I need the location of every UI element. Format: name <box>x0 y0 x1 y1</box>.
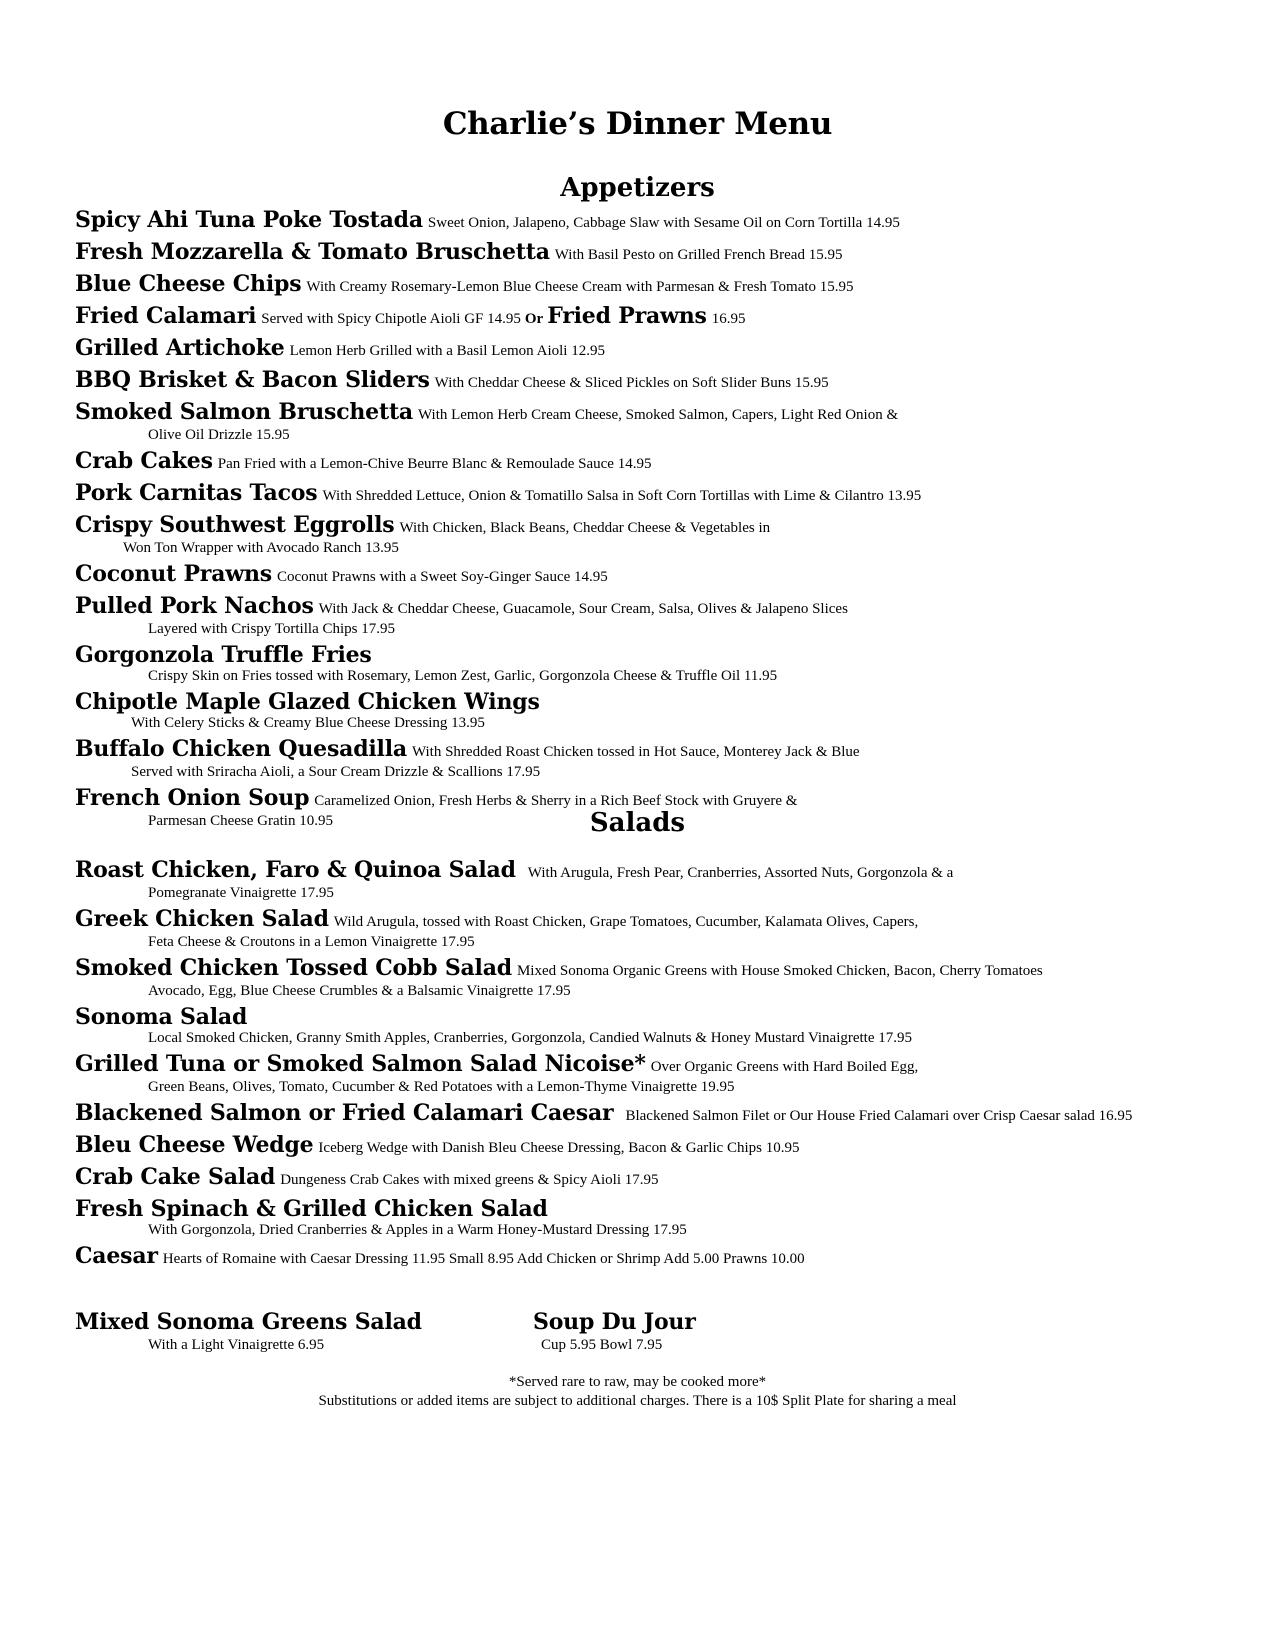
item-name: Sonoma Salad <box>75 1004 248 1030</box>
salads-list <box>75 856 1255 1274</box>
item-description-cont: With Gorgonzola, Dried Cranberries & Apples in a Warm Honey-Mustard Dressing 17.95 <box>148 1222 687 1238</box>
item-description: Iceberg Wedge with Danish Bleu Cheese Dressing, Bacon & Garlic Chips 10.95 <box>318 1140 800 1156</box>
menu-item <box>75 735 1255 784</box>
item-description: With Creamy Rosemary-Lemon Blue Cheese Cream with Parmesan & Fresh Tomato 15.95 <box>306 279 854 295</box>
item-name: Gorgonzola Truffle Fries <box>75 642 372 668</box>
item-description: With Cheddar Cheese & Sliced Pickles on Soft Slider Buns 15.95 <box>434 375 829 391</box>
item-description: With Arugula, Fresh Pear, Cranberries, Assorted Nuts, Gorgonzola & a <box>527 865 954 881</box>
menu-item <box>75 334 1255 366</box>
item-name: Pork Carnitas Tacos <box>75 480 318 506</box>
item-description: With Jack & Cheddar Cheese, Guacamole, Sour Cream, Salsa, Olives & Jalapeno Slices <box>318 601 848 617</box>
menu-item <box>75 560 1255 592</box>
menu-item <box>75 856 1255 905</box>
item-description: Pan Fried with a Lemon-Chive Beurre Blanc & Remoulade Sauce 14.95 <box>217 456 652 472</box>
appetizers-heading: Appetizers <box>560 173 715 203</box>
item-name: Fresh Spinach & Grilled Chicken Salad <box>75 1196 548 1222</box>
item-description-cont: Served with Sriracha Aioli, a Sour Cream Drizzle & Scallions 17.95 <box>131 764 541 780</box>
or-separator: Or <box>524 311 544 327</box>
item-description-cont: Layered with Crispy Tortilla Chips 17.95 <box>148 621 395 637</box>
menu-item <box>75 641 1255 688</box>
menu-item <box>75 366 1255 398</box>
item-description: With Shredded Roast Chicken tossed in Hot Sauce, Monterey Jack & Blue <box>411 744 860 760</box>
menu-item <box>75 954 1255 1003</box>
footer-notes <box>0 1373 1275 1411</box>
menu-item <box>75 1163 1255 1195</box>
page-title: Charlie’s Dinner Menu <box>442 106 833 142</box>
item-description: Blackened Salmon Filet or Our House Fried Calamari over Crisp Caesar salad 16.95 <box>625 1108 1133 1124</box>
greens-salad <box>75 1308 422 1354</box>
item-name: Spicy Ahi Tuna Poke Tostada <box>75 207 423 233</box>
item-description: Wild Arugula, tossed with Roast Chicken, Grape Tomatoes, Cucumber, Kalamata Olives, Capers, <box>333 914 919 930</box>
item-description-cont: Feta Cheese & Croutons in a Lemon Vinaigrette 17.95 <box>148 934 475 950</box>
appetizers-list <box>75 206 1255 833</box>
item-name: Coconut Prawns <box>75 561 272 587</box>
item-description-cont: Avocado, Egg, Blue Cheese Crumbles & a Balsamic Vinaigrette 17.95 <box>148 983 571 999</box>
item-name: Crab Cakes <box>75 448 213 474</box>
item-name: Pulled Pork Nachos <box>75 593 314 619</box>
menu-item <box>75 238 1255 270</box>
item-name: Mixed Sonoma Greens Salad <box>75 1309 422 1335</box>
menu-item <box>75 1242 1255 1274</box>
item-name: Smoked Salmon Bruschetta <box>75 399 413 425</box>
item-description: Mixed Sonoma Organic Greens with House Smoked Chicken, Bacon, Cherry Tomatoes <box>516 963 1043 979</box>
menu-item <box>75 398 1255 447</box>
item-description: Served with Spicy Chipotle Aioli GF 14.95 <box>261 311 521 327</box>
item-description-cont: Won Ton Wrapper with Avocado Ranch 13.95 <box>123 540 399 556</box>
item-description: With Basil Pesto on Grilled French Bread 15.95 <box>554 247 843 263</box>
item-description: Coconut Prawns with a Sweet Soy-Ginger Sauce 14.95 <box>276 569 608 585</box>
menu-item <box>75 447 1255 479</box>
item-name: Blackened Salmon or Fried Calamari Caesar <box>75 1100 614 1126</box>
menu-item <box>75 1131 1255 1163</box>
item-name: Fresh Mozzarella & Tomato Bruschetta <box>75 239 550 265</box>
item-description-cont: With Celery Sticks & Creamy Blue Cheese Dressing 13.95 <box>131 715 485 731</box>
item-description: Lemon Herb Grilled with a Basil Lemon Aioli 12.95 <box>289 343 605 359</box>
item-name: Caesar <box>75 1243 158 1269</box>
item-name: Fried Prawns <box>547 303 707 329</box>
item-name: Grilled Artichoke <box>75 335 285 361</box>
item-name: French Onion Soup <box>75 785 310 811</box>
salads-heading: Salads <box>589 808 686 838</box>
item-description: Over Organic Greens with Hard Boiled Egg, <box>650 1059 919 1075</box>
item-name: Roast Chicken, Faro & Quinoa Salad <box>75 857 516 883</box>
menu-item <box>75 511 1255 560</box>
item-description: With a Light Vinaigrette 6.95 <box>148 1337 325 1353</box>
menu-item <box>75 206 1255 238</box>
item-description: Cup 5.95 Bowl 7.95 <box>541 1337 663 1353</box>
menu-item <box>75 270 1255 302</box>
item-name: Chipotle Maple Glazed Chicken Wings <box>75 689 540 715</box>
item-name: Buffalo Chicken Quesadilla <box>75 736 407 762</box>
menu-item <box>75 905 1255 954</box>
menu-item <box>75 592 1255 641</box>
item-name: Greek Chicken Salad <box>75 906 329 932</box>
menu-item <box>75 1195 1255 1242</box>
item-description: Hearts of Romaine with Caesar Dressing 11.95 Small 8.95 Add Chicken or Shrimp Add 5.00 Prawns 10.00 <box>162 1251 805 1267</box>
menu-item <box>75 1003 1255 1050</box>
item-name: Crab Cake Salad <box>75 1164 276 1190</box>
item-description: Caramelized Onion, Fresh Herbs & Sherry in a Rich Beef Stock with Gruyere & <box>314 793 798 809</box>
soup-du-jour <box>533 1308 696 1354</box>
item-name: Blue Cheese Chips <box>75 271 302 297</box>
item-description-cont: Parmesan Cheese Gratin 10.95 <box>148 813 333 829</box>
item-description: Dungeness Crab Cakes with mixed greens & Spicy Aioli 17.95 <box>280 1172 659 1188</box>
item-description: With Chicken, Black Beans, Cheddar Cheese & Vegetables in <box>399 520 771 536</box>
item-price: 16.95 <box>711 311 746 327</box>
item-description-cont: Pomegranate Vinaigrette 17.95 <box>148 885 334 901</box>
item-description: With Lemon Herb Cream Cheese, Smoked Salmon, Capers, Light Red Onion & <box>417 407 899 423</box>
menu-item <box>75 1050 1255 1099</box>
menu-item <box>75 1099 1255 1131</box>
item-description-cont: Olive Oil Drizzle 15.95 <box>148 427 290 443</box>
item-name: Crispy Southwest Eggrolls <box>75 512 395 538</box>
raw-disclaimer: *Served rare to raw, may be cooked more* <box>508 1374 767 1390</box>
item-name: Grilled Tuna or Smoked Salmon Salad Nicoise* <box>75 1051 646 1077</box>
item-description-cont: Green Beans, Olives, Tomato, Cucumber & Red Potatoes with a Lemon-Thyme Vinaigrette 19.95 <box>148 1079 735 1095</box>
item-description-cont: Crispy Skin on Fries tossed with Rosemary, Lemon Zest, Garlic, Gorgonzola Cheese & Truffle Oil 11.95 <box>148 668 778 684</box>
item-description: Sweet Onion, Jalapeno, Cabbage Slaw with Sesame Oil on Corn Tortilla 14.95 <box>427 215 900 231</box>
item-name: Fried Calamari <box>75 303 257 329</box>
item-name: Soup Du Jour <box>533 1309 696 1335</box>
menu-item <box>75 688 1255 735</box>
split-plate-note: Substitutions or added items are subject to additional charges. There is a 10$ Split Plate for sharing a meal <box>318 1393 957 1409</box>
menu-item <box>75 479 1255 511</box>
item-name: Smoked Chicken Tossed Cobb Salad <box>75 955 512 981</box>
item-description: With Shredded Lettuce, Onion & Tomatillo Salsa in Soft Corn Tortillas with Lime & Cilantro 13.95 <box>322 488 922 504</box>
menu-item <box>75 302 1255 334</box>
item-name: BBQ Brisket & Bacon Sliders <box>75 367 430 393</box>
item-description-cont: Local Smoked Chicken, Granny Smith Apples, Cranberries, Gorgonzola, Candied Walnuts & Honey Mustard Vinaigrette 17.95 <box>148 1030 913 1046</box>
item-name: Bleu Cheese Wedge <box>75 1132 314 1158</box>
